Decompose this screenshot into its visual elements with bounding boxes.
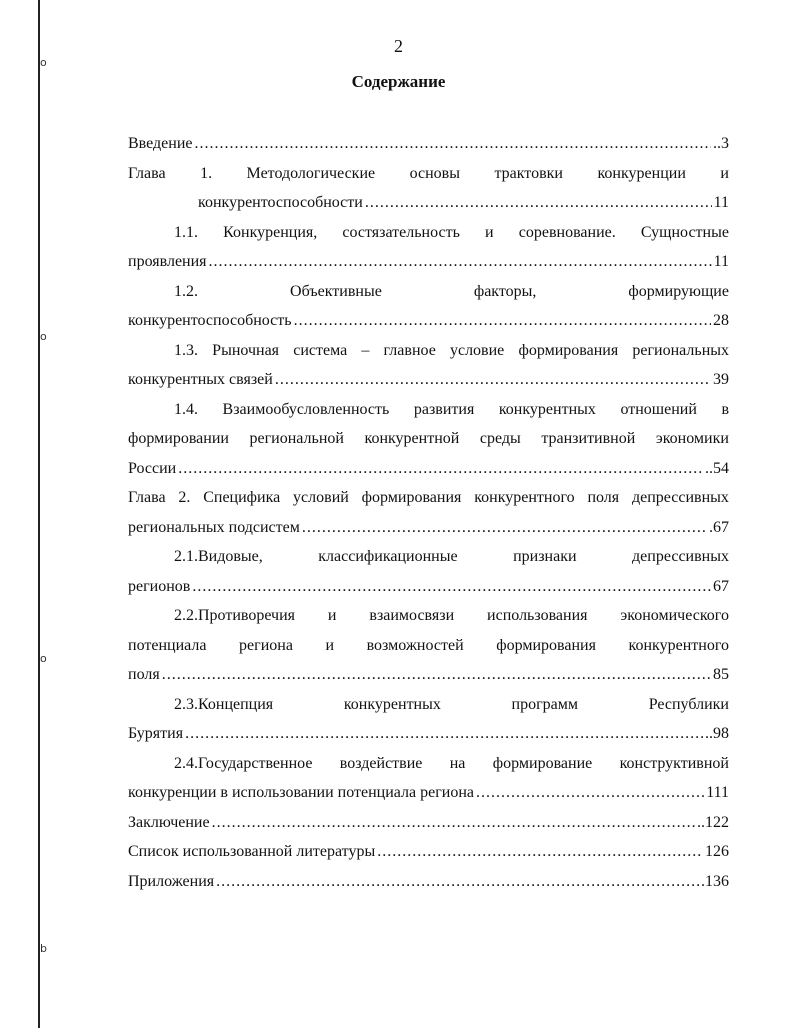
- toc-word: развития: [413, 400, 475, 418]
- toc-entry-label: Список использованной литературы: [128, 843, 376, 860]
- toc-word: признаки: [513, 548, 577, 565]
- page-title: Содержание: [351, 72, 446, 91]
- toc-word: Глава: [128, 164, 166, 182]
- toc-word: Взаимообусловленность: [222, 400, 390, 418]
- toc-word: Методологические: [246, 164, 376, 182]
- toc-entry-references[interactable]: [128, 837, 729, 867]
- toc-entry-page: 11: [713, 253, 729, 270]
- punch-mark: o: [40, 56, 47, 69]
- dot-leader: [302, 513, 707, 543]
- toc-entry-1-1-line1[interactable]: [128, 218, 729, 248]
- dot-leader: [476, 778, 704, 808]
- toc-word: формировании: [128, 430, 229, 447]
- toc-word: Специфика: [203, 489, 281, 506]
- toc-entry-ch1-line1[interactable]: [128, 159, 729, 189]
- toc-word: 2.: [178, 489, 191, 506]
- toc-word: главное: [383, 341, 436, 359]
- dot-leader: [212, 808, 695, 838]
- toc-word: взаимосвязи: [369, 607, 455, 624]
- toc-word: Объективные: [290, 282, 382, 300]
- toc-entry-label: региональных подсистем: [128, 518, 300, 536]
- toc-word: формирования: [518, 341, 619, 359]
- toc-word: 2.4.Государственное: [174, 754, 313, 772]
- toc-entry-label: конкурентных связей: [128, 371, 273, 388]
- dot-leader: [192, 572, 711, 602]
- toc-entry-1-1-line2[interactable]: [128, 247, 729, 277]
- toc-entry-page: 111: [706, 784, 729, 801]
- toc-word: трактовки: [494, 164, 563, 182]
- toc-entry-label: конкурентоспособности: [198, 194, 363, 211]
- toc-entry-label: конкурентоспособность: [128, 312, 292, 329]
- toc-word: поля: [587, 489, 620, 506]
- scan-binding-edge: [38, 0, 40, 1028]
- toc-word: и: [720, 164, 729, 182]
- toc-entry-label: Бурятия: [128, 725, 184, 742]
- toc-entry-label: Введение: [128, 135, 193, 152]
- toc-entry-page: 85: [713, 666, 729, 683]
- toc-word: конкурентной: [364, 430, 460, 447]
- dot-leader: [195, 129, 712, 159]
- toc-entry-1-4-line3[interactable]: [128, 454, 729, 484]
- toc-entry-page: 39: [713, 371, 729, 388]
- dot-leader: [209, 247, 712, 277]
- toc-word: 1.3.: [174, 341, 198, 359]
- dot-leader: [377, 837, 703, 867]
- toc-entry-1-2-line1[interactable]: [128, 277, 729, 307]
- toc-word: условий: [293, 489, 349, 506]
- toc-word: –: [361, 341, 370, 359]
- toc-word: 1.4.: [174, 400, 198, 418]
- table-of-contents: [128, 129, 729, 896]
- toc-entry-label: Приложения: [128, 872, 215, 890]
- toc-entry-page: 11: [713, 194, 729, 211]
- toc-word: условие: [449, 341, 505, 359]
- dot-leader: [216, 867, 699, 897]
- toc-word: конструктивной: [619, 754, 729, 772]
- toc-word: основы: [409, 164, 460, 182]
- toc-word: формирование: [492, 754, 593, 772]
- toc-entry-2-2-line2[interactable]: [128, 631, 729, 661]
- toc-word: возможностей: [366, 636, 464, 654]
- toc-word: и: [485, 223, 494, 241]
- toc-word: 1.1.: [174, 223, 198, 241]
- toc-entry-2-2-line3[interactable]: [128, 660, 729, 690]
- toc-word: и: [325, 636, 335, 654]
- page-number: 2: [394, 36, 403, 56]
- toc-entry-ch2-line2[interactable]: [128, 513, 729, 543]
- toc-entry-label: Заключение: [128, 813, 210, 831]
- toc-entry-label: конкуренции в использовании потенциала региона: [128, 784, 474, 801]
- toc-entry-label: регионов: [128, 577, 191, 595]
- toc-entry-page: 28: [713, 312, 729, 329]
- toc-word: среды: [479, 430, 521, 447]
- toc-entry-page: ..54: [705, 459, 729, 477]
- toc-entry-page: ..122: [697, 813, 729, 831]
- toc-word: региона: [239, 636, 293, 654]
- toc-word: Сущностные: [640, 223, 729, 241]
- toc-word: состязательность: [342, 223, 460, 241]
- dot-leader: [294, 306, 711, 336]
- toc-word: и: [327, 607, 337, 624]
- toc-word: система: [293, 341, 348, 359]
- toc-entry-conclusion[interactable]: [128, 808, 729, 838]
- toc-word: конкурентного: [474, 489, 575, 506]
- toc-entry-1-4-line2[interactable]: [128, 424, 729, 454]
- toc-entry-page: .67: [709, 518, 729, 536]
- toc-entry-page: ..98: [705, 725, 729, 742]
- toc-entry-2-4-line2[interactable]: [128, 778, 729, 808]
- toc-word: соревнование.: [518, 223, 616, 241]
- punch-mark: b: [40, 942, 47, 955]
- toc-entry-1-3-line2[interactable]: [128, 365, 729, 395]
- dot-leader: [185, 719, 703, 749]
- toc-entry-appendix[interactable]: [128, 867, 729, 897]
- toc-word: в: [721, 400, 729, 418]
- dot-leader: [365, 188, 712, 218]
- toc-word: 2.3.Концепция: [174, 695, 274, 713]
- toc-word: конкурентного: [628, 636, 729, 654]
- toc-word: факторы,: [473, 282, 537, 300]
- toc-word: Конкуренция,: [223, 223, 318, 241]
- toc-word: конкурентных: [343, 695, 441, 713]
- toc-entry-2-3-line2[interactable]: [128, 719, 729, 749]
- toc-word: формирующие: [628, 282, 729, 300]
- toc-entry-intro[interactable]: [128, 129, 729, 159]
- toc-entry-2-2-line1[interactable]: [128, 601, 729, 631]
- toc-entry-label: поля: [128, 666, 160, 683]
- toc-word: конкурентных: [498, 400, 596, 418]
- dot-leader: [162, 660, 711, 690]
- toc-entry-2-1-line2[interactable]: [128, 572, 729, 602]
- toc-entry-label: проявления: [128, 253, 207, 270]
- toc-entry-ch2-line1[interactable]: [128, 483, 729, 513]
- punch-mark: o: [40, 652, 47, 665]
- toc-word: депрессивных: [631, 489, 729, 506]
- toc-word: классификационные: [318, 548, 458, 565]
- toc-word: формирования: [496, 636, 596, 654]
- toc-word: Глава: [128, 489, 166, 506]
- toc-entry-2-1-line1[interactable]: [128, 542, 729, 572]
- toc-word: экономики: [655, 430, 729, 447]
- toc-word: 1.: [200, 164, 213, 182]
- toc-word: Республики: [648, 695, 729, 713]
- toc-word: воздействие: [339, 754, 423, 772]
- punch-mark: o: [40, 330, 47, 343]
- toc-entry-ch1-line2[interactable]: [128, 188, 729, 218]
- toc-word: отношений: [620, 400, 697, 418]
- toc-word: 2.1.Видовые,: [174, 548, 263, 565]
- toc-word: транзитивной: [541, 430, 636, 447]
- toc-word: использования: [487, 607, 588, 624]
- toc-entry-page: ..3: [713, 135, 729, 152]
- toc-word: региональных: [632, 341, 729, 359]
- toc-entry-2-3-line1[interactable]: [128, 690, 729, 720]
- toc-entry-1-4-line1[interactable]: [128, 395, 729, 425]
- dot-leader: [275, 365, 711, 395]
- toc-entry-1-2-line2[interactable]: [128, 306, 729, 336]
- toc-word: на: [449, 754, 466, 772]
- toc-entry-2-4-line1[interactable]: [128, 749, 729, 779]
- toc-entry-1-3-line1[interactable]: [128, 336, 729, 366]
- toc-word: региональной: [249, 430, 344, 447]
- dot-leader: [178, 454, 703, 484]
- toc-word: экономического: [620, 607, 729, 624]
- toc-word: программ: [511, 695, 579, 713]
- toc-word: депрессивных: [632, 548, 729, 565]
- toc-entry-page: 126: [705, 843, 729, 860]
- toc-word: формирования: [361, 489, 462, 506]
- toc-word: конкуренции: [597, 164, 686, 182]
- toc-word: потенциала: [128, 636, 207, 654]
- toc-entry-page: 67: [713, 577, 729, 595]
- toc-word: 1.2.: [174, 282, 198, 300]
- toc-word: Рыночная: [212, 341, 280, 359]
- toc-word: 2.2.Противоречия: [174, 607, 296, 624]
- toc-entry-label: России: [128, 459, 177, 477]
- toc-entry-page: .136: [701, 872, 729, 890]
